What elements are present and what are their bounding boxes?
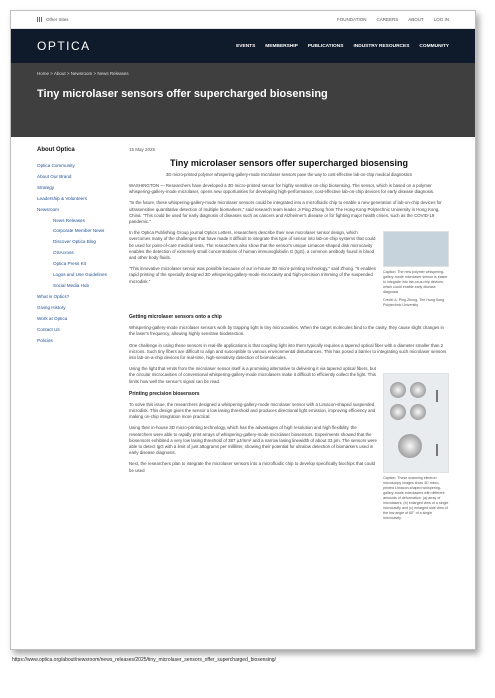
sidebar-item[interactable]: Strategy <box>37 184 55 190</box>
paragraph: Next, the researchers plan to integrate the microlaser sensors into a microfluidic chip to develop specifically biochips that could be used <box>129 461 375 473</box>
careers-link[interactable]: CAREERS <box>376 17 399 22</box>
sidebar-item[interactable]: Work at Optica <box>37 315 68 321</box>
login-link[interactable]: LOG IN <box>433 17 449 22</box>
section-heading: Printing precision biosensors <box>129 390 200 397</box>
foundation-link[interactable]: FOUNDATION <box>337 17 367 22</box>
paragraph: Using the light that emits from the microlaser sensor itself is a promising alternative to delivering it via tapered optical fibers, but the circular microcavities of conventional whispering-gallery-mode microlasers make it difficult to efficiently collect the light. This limits how well the sensor's signal can be read. <box>129 366 376 384</box>
sidebar-item[interactable]: Optica Community <box>37 163 75 168</box>
article-date: 15 May 2025 <box>129 147 156 152</box>
sidebar-item[interactable]: What is Optics? <box>37 293 70 299</box>
article-title: Tiny microlaser sensors offer supercharged biosensing <box>170 158 408 168</box>
page-url: https://www.optica.org/about/newsroom/news_releases/2025/tiny_microlaser_sensors_offer_supercharged_biosensing/ <box>12 657 276 663</box>
sidebar-item[interactable]: Corporate Member News <box>53 228 105 234</box>
browser-page <box>10 10 476 650</box>
paragraph: "In the future, these whispering-gallery-mode microlaser sensors could be integrated into a microfluidic chip to enable a new generation of lab-on-chip devices for ultrasensitive quantitative detection of multiple biomarkers," said research team leader Ji Ping Zhong from The Hong Kong Polytechnic University in Hong Kong, China. "This could be used for early diagnosis of diseases such as cancers and Alzheimer's disease or for fighting major health crises, such as the COVID-19 pandemic." <box>129 200 442 225</box>
paragraph: One challenge in using these sensors in real-life applications is that coupling light into them typically requires a tapered optical fiber with a diameter smaller than 2 microns. Such tiny fibers are difficult to align and susceptible to various environmental disturbances. This has posed a barrier to integrating such microlaser sensors into lab-on-a-chip devices for real-time, high-sensitivity detection of biomolecules. <box>129 342 447 361</box>
paragraph: In the Optica Publishing Group journal Optics Letters, researchers describe their new microlaser sensor design, which overcomes many of the challenges that have made it difficult to integrate this type of sensor into lab-on-chip systems that could be used for point-of-care medical tests. The researchers also show that the sensor's unique Limacon-shaped disk microcavity enables the detection of extremely small concentrations of human immunoglobulin G (IgG), a common antibody found in blood and other body fluids. <box>129 230 376 261</box>
paragraph: To solve this issue, the researchers designed a whispering-gallery-mode microlaser sensor with a Limacon-shaped suspended microdisk. This design gives the sensor a low lasing threshold and produces directional light emission, improving efficiency and making on-chip integration more practical. <box>129 401 376 420</box>
paragraph: WASHINGTON — Researchers have developed a 3D micro-printed sensor for highly sensitive on-chip biosensing. The sensor, which is based on a polymer whispering-gallery-mode microlaser, opens new opportunities for developing high-performance, cost-effective lab-on-chip devices for early disease diagnosis. <box>129 183 435 195</box>
optica-logo[interactable]: OPTICA <box>37 39 91 53</box>
breadcrumb[interactable]: Home > About > Newsroom > News Releases <box>37 71 129 76</box>
sidebar-item[interactable]: Contact Us <box>37 326 60 332</box>
sem-images[interactable] <box>383 373 449 473</box>
about-link[interactable]: ABOUT <box>408 17 424 22</box>
main-nav <box>11 29 475 63</box>
sidebar-item[interactable]: Logos and Use Guidelines <box>53 272 107 278</box>
sidebar-item[interactable]: OSAcross <box>53 250 74 256</box>
figure-2 <box>383 367 449 521</box>
article <box>117 147 449 521</box>
sidebar-item[interactable]: News Releases <box>53 217 85 223</box>
other-sites-link[interactable]: Other Sites <box>37 17 69 22</box>
grid-icon <box>37 17 42 22</box>
paragraph: "This innovative microlaser sensor was possible because of our in-house 3D micro-printing technology," said Zhong. "It enables rapid printing of the specially designed 3D whispering-gallery-mode microcavity and high-precision trimming of the suspended microdisk." <box>129 266 376 284</box>
nav-industry-resources[interactable]: INDUSTRY RESOURCES <box>353 43 410 49</box>
figure-1 <box>383 231 449 308</box>
sidebar-item[interactable]: Policies <box>37 337 53 343</box>
figure-credit: Credit: A. Ping Zhong, The Hong Kong Polytechnic University <box>383 298 445 308</box>
paragraph: Using their in-house 3D micro-printing technology, which has the advantages of high resolution and high flexibility, the researchers were able to rapidly print arrays of whispering-gallery-mode microlaser biosensors. Experiments showed that the biosensors exhibited a very low lasing threshold of 387 μJ/mm² and a narrow lasing linewidth of about 33 pm. The sensors were able to detect IgG with a limit of just attograms per milliliter, showing their potential for ultralow detection of biomarkers used in early disease diagnosis. <box>129 425 377 456</box>
sidebar-item[interactable]: Giving History <box>37 304 66 310</box>
sidebar-item[interactable]: Leadership & Volunteers <box>37 195 88 201</box>
sidebar <box>37 147 117 521</box>
section-heading: Getting microlaser sensors onto a chip <box>129 314 222 321</box>
sidebar-item[interactable]: Optica Press Kit <box>53 261 86 267</box>
microlaser-photo[interactable] <box>383 231 449 267</box>
figure-caption: Caption: The new polymer whispering-gallery-mode microlaser sensor is easier to integrate into lab-on-a-chip devices, which could enable early disease diagnosis. <box>383 270 448 295</box>
nav-membership[interactable]: MEMBERSHIP <box>265 43 298 49</box>
page-banner <box>11 63 475 137</box>
article-subtitle: 3D micro-printed polymer whispering-gallery-mode microlaser sensors pave the way to cost-effective lab-on-chip medical diagnostics <box>166 172 412 177</box>
sidebar-item[interactable]: Newsroom <box>37 206 59 212</box>
sidebar-item[interactable]: About Our Brand <box>37 173 72 179</box>
page-title: Tiny microlaser sensors offer supercharged biosensing <box>37 88 328 100</box>
figure-caption: Caption: These scanning electron microscopy images show 3D micro-printed Limacon-shaped whispering-gallery-mode microlasers with different amounts of deformation. (a) array of microlasers, (b) enlarged view of a single microcavity and (c) enlarged side view of the low angle of 60° of a single microcavity. <box>383 476 449 521</box>
paragraph: Whispering-gallery-mode microlaser sensors work by trapping light in tiny microcavities. When the target molecules bind to the cavity, they cause slight changes in the laser's frequency, allowing highly sensitive biodetection. <box>129 325 444 337</box>
nav-community[interactable]: COMMUNITY <box>419 43 449 49</box>
sidebar-item[interactable]: Discover Optica Blog <box>53 239 96 245</box>
sidebar-item[interactable]: Social Media Hub <box>53 282 90 288</box>
sidebar-title: About Optica <box>37 147 75 153</box>
utility-bar <box>11 11 475 29</box>
nav-publications[interactable]: PUBLICATIONS <box>307 43 344 49</box>
nav-events[interactable]: EVENTS <box>236 43 256 49</box>
